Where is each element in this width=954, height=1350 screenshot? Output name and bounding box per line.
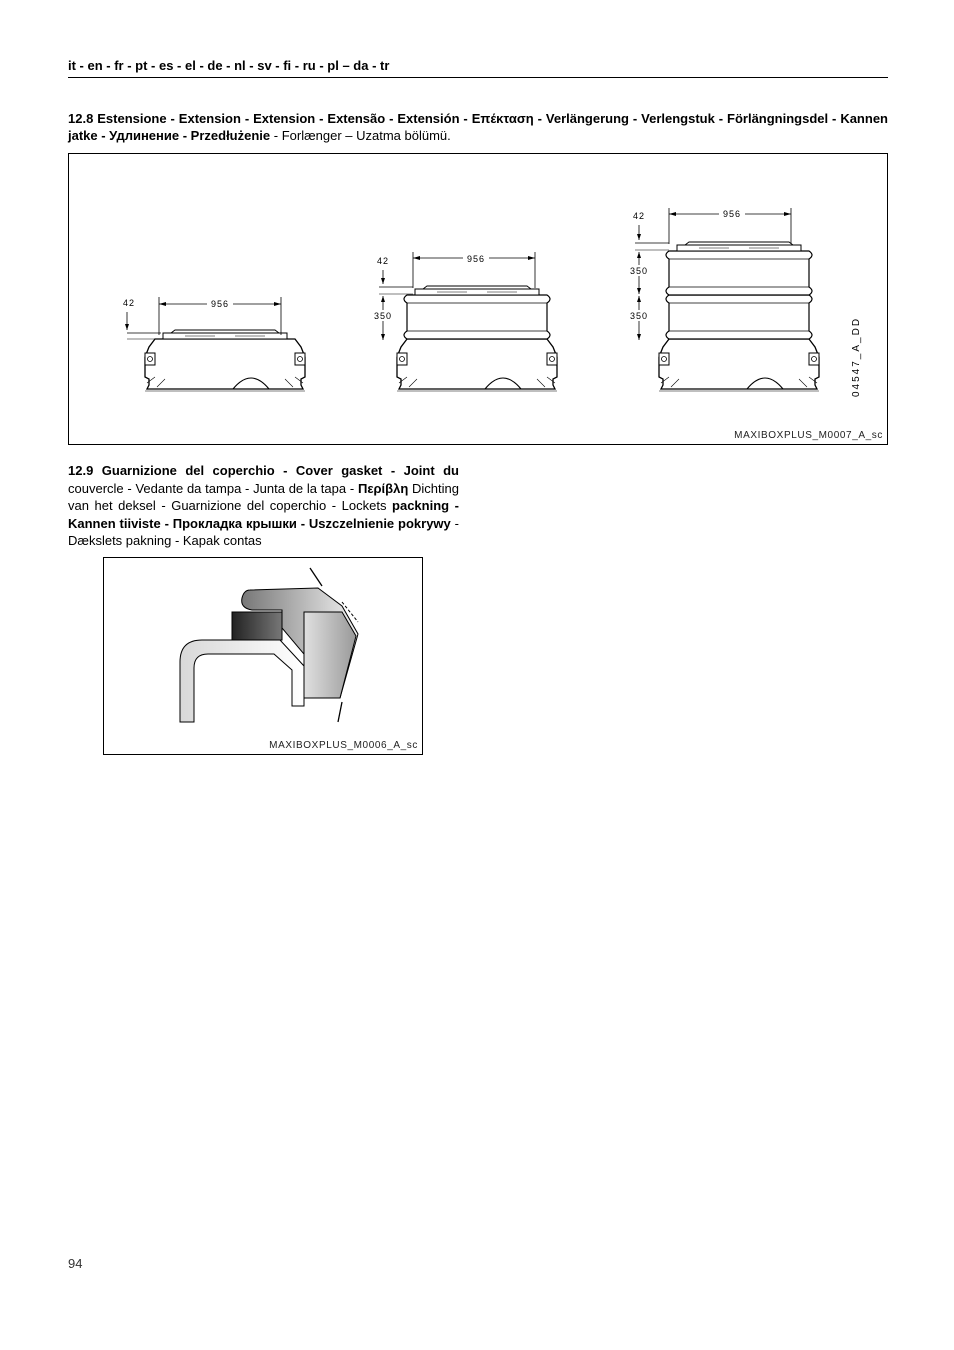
section-12-8-title-regular: - Forlænger – Uzatma bölümü. — [273, 128, 451, 143]
figure-rotated-code: 04547_A_DD — [851, 316, 862, 397]
chamber3-350-upper-label: 350 — [629, 266, 649, 276]
page-number: 94 — [68, 1256, 83, 1271]
chamber-two-extensions — [627, 208, 819, 391]
section-12-9-text — [68, 462, 459, 550]
header-languages: it - en - fr - pt - es - el - de - nl - sv - fi - ru - pl – da - tr — [68, 58, 390, 73]
gasket-figure — [103, 557, 423, 755]
chamber3-width-label: 956 — [722, 209, 742, 219]
section-12-9-line2-bold: Περίβλη — [357, 480, 409, 496]
section-12-9-line4-bold: packning - Kannen tiiviste - Прокладка крышки - — [68, 498, 459, 531]
gasket-drawing — [104, 558, 422, 754]
chamber-one-extension — [371, 252, 557, 391]
extension-drawing — [69, 154, 887, 444]
chamber2-width-label: 956 — [466, 254, 486, 264]
chamber1-42-label: 42 — [122, 298, 136, 308]
section-12-8-title-bold: Estensione - Extension - Extension - Extensão - Extensión - Επέκταση - Verlängerung - Verlengstuk - Förlängningsdel - Kannen jatke - Удлинение - Przedłużenie — [68, 111, 888, 143]
figure-2-code: MAXIBOXPLUS_M0006_A_sc — [269, 740, 418, 751]
section-12-8-number: 12.8 — [68, 111, 94, 126]
extension-figure — [68, 153, 888, 445]
section-12-9-title-bold: Guarnizione del coperchio - Cover gasket - Joint du — [101, 463, 459, 478]
section-12-9-line3-regular: Dichting van het deksel - Guarnizione del coperchio - Lockets — [68, 480, 459, 513]
header-rule — [68, 77, 888, 78]
chamber3-350-lower-label: 350 — [629, 311, 649, 321]
section-12-9-line5-regular: - Dækslets pakning - Kapak contas — [68, 515, 459, 548]
section-12-8-title — [68, 110, 888, 144]
chamber2-42-label: 42 — [376, 256, 390, 266]
chamber3-42-label: 42 — [632, 211, 646, 221]
section-12-9-number: 12.9 — [68, 463, 94, 478]
section-12-9-line2-regular: couvercle - Vedante da tampa - Junta de la tapa - — [68, 480, 355, 496]
chamber1-width-label: 956 — [210, 299, 230, 309]
section-12-9-line5-bold: Uszczelnienie pokrywy — [308, 515, 451, 531]
chamber2-350-label: 350 — [373, 311, 393, 321]
chamber-no-extension — [123, 297, 305, 391]
figure-1-code: MAXIBOXPLUS_M0007_A_sc — [734, 430, 883, 441]
